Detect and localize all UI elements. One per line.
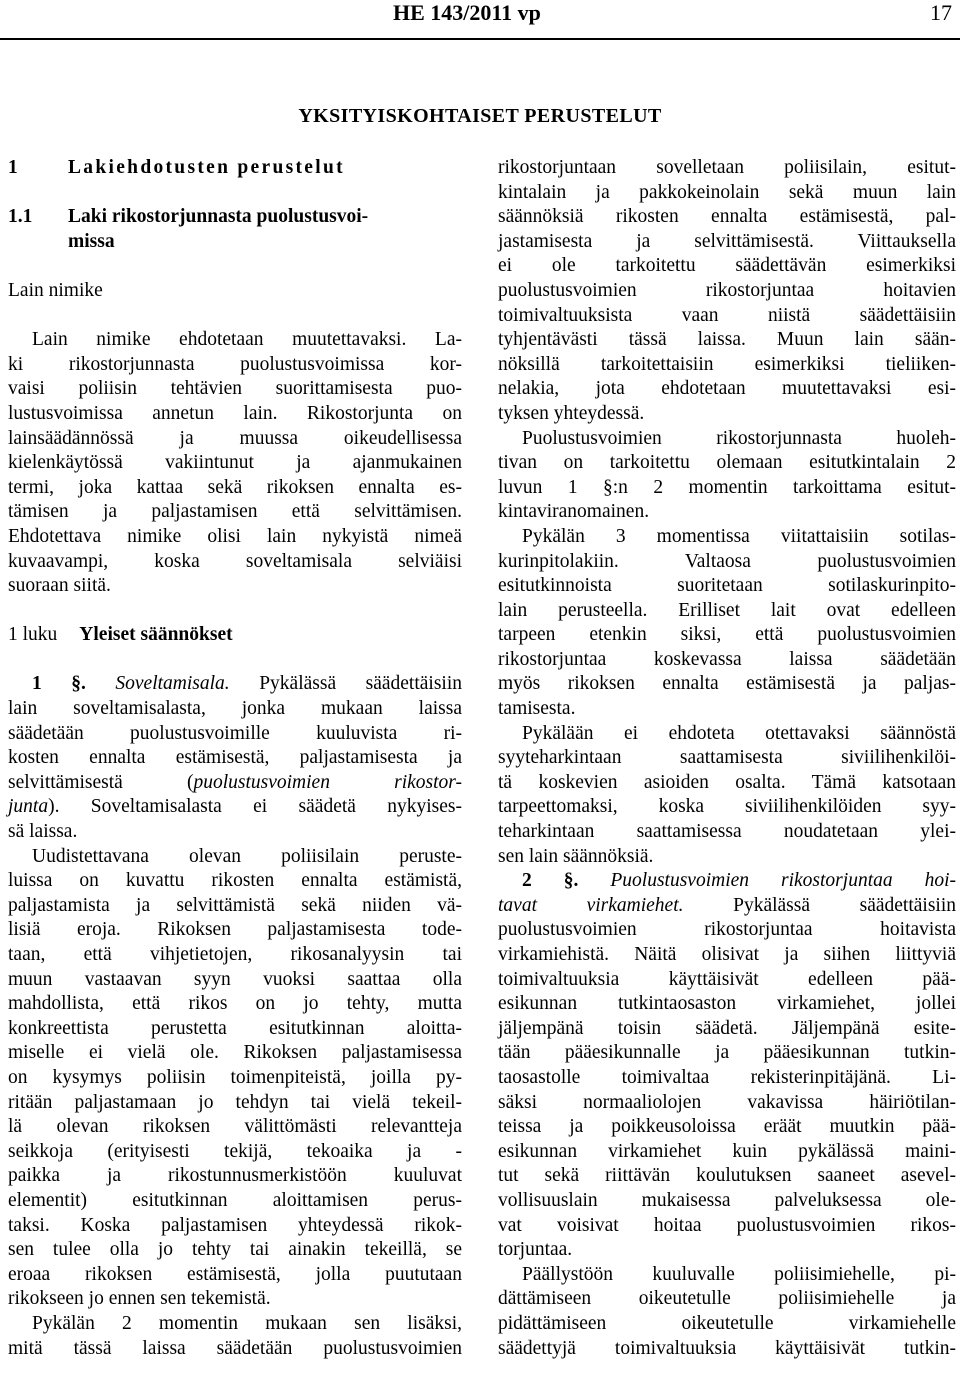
text-line: kurinpitolakiin. Valtaosa puolustusvoimien xyxy=(498,550,956,572)
text-line: vaisi poliisin tehtävien suorittamisesta puo- xyxy=(8,378,462,400)
text-line: Pykälän 3 momentissa viitattaisiin sotilas- xyxy=(522,525,956,547)
text-line: tään pääesikunnalle ja pääesikunnan tutkin- xyxy=(498,1042,956,1064)
text-line: Lain nimike ehdotetaan muutettavaksi. La- xyxy=(32,329,462,351)
text-line: tarpeen etenkin siksi, että puolustusvoimien xyxy=(498,624,956,646)
section-1-number: 1 xyxy=(32,673,42,695)
text-line: torjuntaa. xyxy=(498,1239,573,1261)
paragraph-lain-nimike xyxy=(8,328,462,599)
section-2-heading-line-2 xyxy=(498,894,956,919)
text-line: Päällystöön kuuluvalle poliisimiehelle, pi- xyxy=(522,1263,956,1285)
paragraph-rikostorjunta-viittaus xyxy=(498,156,956,427)
text-line: tivan on tarkoitettu olemaan esitutkintalain 2 xyxy=(498,452,956,474)
text-line: tut sekä riittävän koulutuksen saaneet asevel- xyxy=(498,1165,956,1187)
text-line: lain soveltamisalasta, jonka mukaan laissa xyxy=(8,698,462,720)
text-line: seikkoja (erityisesti tekijä, tekoaika ja - xyxy=(8,1140,462,1162)
text-line: teharkintaan saattamisessa noudatetaan ylei- xyxy=(498,821,956,843)
heading-lain-nimike: Lain nimike xyxy=(8,279,103,301)
text-line: kuvaavampi, koska soveltamisala selviäisi xyxy=(8,550,462,572)
text-line: säksi normaaliolojen vakavissa häiriötilan- xyxy=(498,1091,956,1113)
text-line: kintaviranomainen. xyxy=(498,501,650,523)
text-line: puolustusvoimien rikostorjuntaa hoitavien xyxy=(498,279,956,301)
text-line: sen tulee olla jo tehty tai ainakin tekeillä, se xyxy=(8,1239,462,1261)
text-line: dättämiseen oikeutetulle poliisimiehelle ja xyxy=(498,1288,956,1310)
text-line: taan, että vihjetietojen, rikosanalyysin tai xyxy=(8,944,462,965)
text-line: jäljempänä toisin säädetä. Jäljempänä esite- xyxy=(498,1017,956,1039)
chapter-title: Yleiset säännökset xyxy=(79,624,233,646)
text-line: on kysymys poliisin toimenpiteistä, joilla py- xyxy=(8,1066,462,1088)
section-heading-1 xyxy=(8,156,462,181)
section-title: Lakiehdotusten perustelut xyxy=(68,157,345,178)
paragraph-esitutkintaviranomainen xyxy=(498,427,956,525)
subsection-number: 1.1 xyxy=(8,206,33,228)
text-line: tyhjentävästi tässä laissa. Muun lain sään- xyxy=(498,329,956,351)
text-line: virkamiehistä. Näitä olisivat ja siihen liittyviä xyxy=(498,944,956,965)
text-line: Puolustusvoimien rikostorjunnasta huoleh- xyxy=(522,427,956,449)
text-line: mitä tässä laissa säädetään puolustusvoimien xyxy=(8,1337,462,1359)
main-heading: YKSITYISKOHTAISET PERUSTELUT xyxy=(298,105,662,127)
text-line: miselle ei vielä ole. Rikoksen paljastamisessa xyxy=(8,1042,462,1064)
text-line: Pykälän 2 momentin mukaan sen lisäksi, xyxy=(32,1312,462,1334)
text-line: termi, joka kattaa sekä rikoksen ennalta es- xyxy=(8,476,462,498)
text-line: tämisen ja paljastamisen että selvittämisen. xyxy=(8,501,462,523)
text-line: eroaa rikoksen estämisestä, jolla puututaan xyxy=(8,1263,462,1285)
right-column xyxy=(498,156,956,1361)
header-divider xyxy=(0,38,960,40)
section-2-title: Puolustusvoimien rikostorjuntaa hoi- xyxy=(610,870,957,892)
text-line: konkreettista perustetta esitutkinnan aloitta- xyxy=(8,1017,462,1039)
text-line: pidättämiseen oikeutetulle virkamiehelle xyxy=(498,1312,956,1334)
text-line: taksi. Koska paljastamisen yhteydessä rikok- xyxy=(8,1214,462,1236)
text-line: luvun 1 §:n 2 momentin tarkoittama esitut- xyxy=(498,476,956,498)
text-line: paikka ja rikostunnusmerkistöön kuuluvat xyxy=(8,1165,462,1187)
text-line: mahdollista, että rikos on jo tehty, mutta xyxy=(8,993,462,1015)
text-line: vollisuuslain mukaisessa palveluksessa ole- xyxy=(498,1189,956,1211)
subsection-heading xyxy=(8,205,462,230)
text-line: taosastolle toimivaltaa rekisterinpitäjänä. Li- xyxy=(498,1066,956,1088)
text-line: ei ole tarkoitettu säädettävän esimerkiksi xyxy=(498,255,956,277)
subsection-title: Laki rikostorjunnasta puolustusvoi- xyxy=(68,206,369,228)
text-line: säädetään puolustusvoimille kuuluvista ri- xyxy=(8,722,462,744)
page-number: 17 xyxy=(930,0,952,25)
text-line: lain perusteella. Erilliset lait ovat edelleen xyxy=(498,599,956,621)
text-line: jastamisesta ja selvittämisestä. Viittauksella xyxy=(498,230,956,252)
text-line: säännöksiä rikosten ennalta estämisestä, pal- xyxy=(498,206,956,228)
section-number: 1 xyxy=(8,157,18,178)
text-line: lä olevan rikoksen välittömästi relevantteja xyxy=(8,1116,462,1138)
text-line: lustusvoimissa annetun lain. Rikostorjunta on xyxy=(8,402,462,424)
text-line: vat voisivat hoitaa puolustusvoimien rikos- xyxy=(498,1214,956,1236)
document-id: HE 143/2011 vp xyxy=(393,0,541,25)
text-line: tä koskevien asioiden osalta. Tämä katsotaan xyxy=(498,771,956,793)
section-1-heading-line xyxy=(8,672,462,697)
text-line: lainsäädännössä ja muussa oikeudellisessa xyxy=(8,427,462,449)
text-line: esitutkinnoista suoritetaan sotilaskurinpito- xyxy=(498,575,956,597)
text-line: esikunnan virkamiehet kuin pykälässä maini- xyxy=(498,1140,956,1162)
text-line: ritään paljastamaan jo tehdyn tai vielä tekeil- xyxy=(8,1091,462,1113)
section-2-number: 2 xyxy=(522,870,532,892)
paragraph-paallysto xyxy=(498,1263,956,1361)
text-line: ki rikostorjunnasta puolustusvoimissa kor- xyxy=(8,353,462,375)
chapter-heading xyxy=(8,623,462,648)
text-line: sä laissa. xyxy=(8,821,78,843)
text-line: puolustusvoimien rikostorjuntaa hoitavista xyxy=(498,919,956,941)
text-line: myös rikoksen ennalta estämisestä ja paljas- xyxy=(498,673,956,695)
paragraph-sotilaskurinpito xyxy=(498,525,956,722)
chapter-number: 1 luku xyxy=(8,624,58,646)
text-line: selvittämisestä (puolustusvoimien rikostor- xyxy=(8,771,462,793)
section-1-symbol: §. xyxy=(71,673,86,695)
text-line: toimivaltuuksista vaan niistä säädettäisiin xyxy=(498,304,956,326)
text-line: nöksillä tarkoitettaisiin esimerkiksi tieliiken- xyxy=(498,353,956,375)
section-2-title-cont: tavat virkamiehet. xyxy=(498,894,684,916)
text-line: lisiä eroja. Rikoksen paljastamisesta tode- xyxy=(8,919,462,941)
text-line: Pykälään ei ehdoteta otettavaksi säännöstä xyxy=(522,722,956,744)
text-line: Uudistettavana olevan poliisilain peruste- xyxy=(32,845,462,867)
paragraph-2-momentti xyxy=(8,1312,462,1361)
text-line: tarpeettomaksi, koska siviilihenkilöiden syy- xyxy=(498,796,956,818)
text-line: nelakia, jota ehdotetaan muutettavaksi esi- xyxy=(498,378,956,400)
text-line: rikokseen jo ennen sen tekemistä. xyxy=(8,1288,271,1310)
text-line: kosten ennalta estämisestä, paljastamisesta ja xyxy=(8,747,462,769)
text-line: sen lain säännöksiä. xyxy=(498,845,654,867)
paragraph-syyteharkinta xyxy=(498,722,956,870)
text-line: muun vastaavan syyn vuoksi saattaa olla xyxy=(8,968,462,990)
text-line: elementit) esitutkinnan aloittamisen perus- xyxy=(8,1189,462,1211)
text-line: tyksen yhteydessä. xyxy=(498,402,645,424)
section-2-text-start: Pykälässä säädettäisiin xyxy=(733,894,956,916)
text-line: toimivaltuuksia käyttäisivät edelleen pää- xyxy=(498,968,956,990)
section-1-title: Soveltamisala. xyxy=(115,673,230,695)
text-line: Ehdotettava nimike olisi lain nykyistä nimeä xyxy=(8,525,462,547)
text-line: rikostorjuntaan sovelletaan poliisilain, esitut- xyxy=(498,157,956,178)
text-line: junta). Soveltamisalasta ei säädetä nykyises- xyxy=(8,796,462,818)
text-line: paljastamista ja selvittämistä sekä niiden vä- xyxy=(8,894,462,916)
text-line: rikostorjuntaa koskevassa laissa säädetään xyxy=(498,648,956,670)
paragraph-virkamiehet xyxy=(498,918,956,1262)
text-line: säädettyjä toimivaltuuksia käyttäisivät tutkin- xyxy=(498,1337,956,1359)
paragraph-rikoksen-paljastaminen xyxy=(8,845,462,1312)
paragraph-soveltamisala xyxy=(8,697,462,771)
text-line: tamisesta. xyxy=(498,698,576,720)
text-line: kintalain ja pakkokeinolain sekä muun lain xyxy=(498,181,956,203)
text-line: luissa on kuvattu rikosten ennalta estämistä, xyxy=(8,870,462,892)
section-2-symbol: §. xyxy=(563,870,579,892)
text-line: suoraan siitä. xyxy=(8,575,111,597)
text-line: teissa ja poikkeusoloissa eräät muutkin pää- xyxy=(498,1116,956,1138)
section-2-heading-line xyxy=(498,869,956,894)
text-line: syyteharkintaan saattamisesta siviilihenkilöi- xyxy=(498,747,956,769)
section-1-text-start: Pykälässä säädettäisiin xyxy=(259,673,463,695)
subsection-title-cont: missa xyxy=(68,230,115,252)
left-column xyxy=(8,156,462,1361)
text-line: kielenkäytössä vakiintunut ja ajanmukainen xyxy=(8,452,462,474)
text-line: esikunnan tutkintaosaston virkamiehet, jollei xyxy=(498,993,956,1015)
